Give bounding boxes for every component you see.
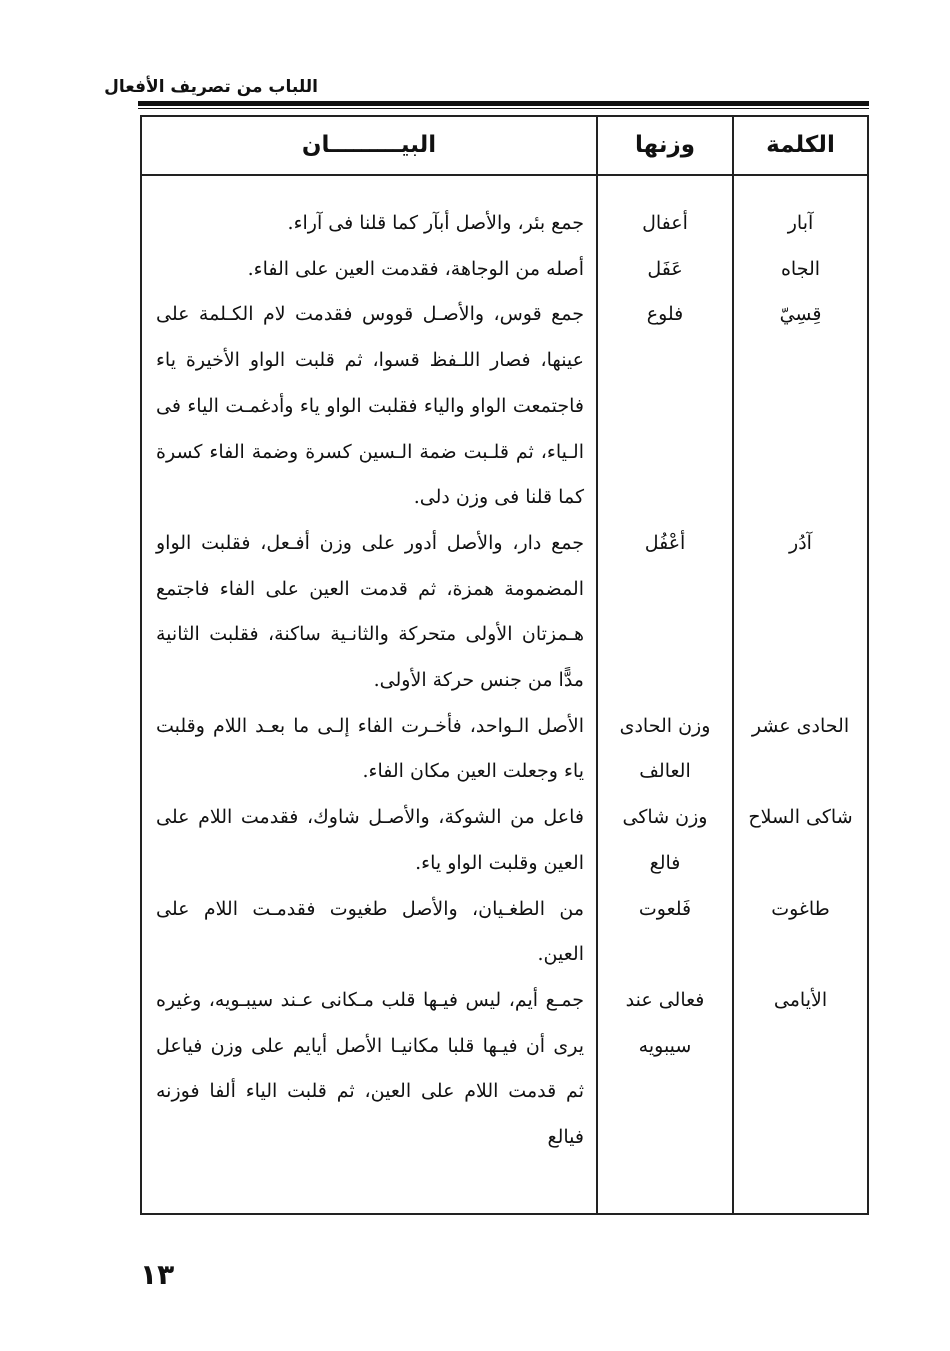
table-row (142, 978, 867, 1161)
header-divider (142, 174, 867, 176)
cell-wazn-line: أعْفُل (644, 531, 686, 554)
cell-wazn (598, 887, 732, 978)
cell-wazn (598, 247, 732, 293)
cell-bayan: جمع بئر، والأصل أبآر كما قلنا فى آراء. (287, 212, 584, 234)
cell-bayan: جمـع أيم، ليس فيـها قلب مـكانى عـند سيبـويه، وغيره يرى أن فيـها قلبا مكانيـا الأصل أيايم على وزن فياعل ثم قدمت اللام على العين، ثم قلبت الياء ألفا فوزنه فيالع (156, 988, 584, 1149)
cell-wazn-line: فالع (649, 851, 681, 874)
header-rule-thick (138, 101, 869, 106)
header-wazn: وزنها (635, 132, 695, 158)
cell-bayan: فاعل من الشوكة، والأصـل شاوك، فقدمت اللام على العين وقلبت الواو ياء. (156, 806, 584, 874)
cell-word: الحادى عشر (751, 714, 850, 737)
cell-bayan: الأصل الـواحد، فأخـرت الفاء إلـى ما بعـد اللام وقلبت ياء وجعلت العين مكان الفاء. (156, 714, 584, 783)
cell-wazn-line: فلوع (646, 303, 684, 326)
morphology-table (140, 115, 869, 1215)
cell-word: شاكى السلاح (748, 806, 853, 829)
table-row (142, 201, 867, 247)
cell-wazn (598, 201, 732, 247)
header-bayan: البيـــــــــان (301, 132, 437, 158)
cell-bayan: من الطغـيان، والأصل طغيوت فقدمـت اللام على العين. (156, 897, 584, 966)
table-row (142, 704, 867, 795)
cell-wazn-line: سيبويه (638, 1034, 692, 1057)
header-rule-thin (138, 108, 869, 109)
cell-wazn (598, 704, 732, 795)
cell-wazn-line: أعفال (642, 212, 688, 234)
header-word: الكلمة (766, 132, 835, 158)
table-row (142, 521, 867, 704)
cell-wazn (598, 795, 732, 886)
running-header-title: اللباب من تصريف الأفعال (104, 77, 318, 97)
cell-bayan: جمع قوس، والأصـل قووس فقدمت لام الكـلمة على عينها، فصار اللـفظ قسوا، ثم قلبت الواو الأخيرة ياء فاجتمعت الواو والياء فقلبت الواو ياء وأدغمـت الياء فى الـياء، ثم قلـبت ضمة الـسين كسرة وضمة الفاء كسرة كما قلنا فى وزن دلى. (156, 303, 584, 509)
cell-word: الجاه (780, 257, 821, 280)
cell-wazn (598, 978, 732, 1161)
cell-wazn-line: عَفَل (647, 257, 683, 280)
table-row (142, 887, 867, 978)
table-body (142, 201, 867, 1161)
cell-word: الأيامى (773, 988, 828, 1011)
cell-word: طاغوت (771, 897, 830, 920)
cell-wazn (598, 292, 732, 521)
cell-wazn-line: فعالى عند (625, 988, 705, 1011)
cell-wazn-line: وزن الحادى (619, 714, 711, 737)
table-row (142, 795, 867, 886)
cell-wazn (598, 521, 732, 704)
cell-wazn-line: وزن شاكى (622, 806, 708, 829)
table-row (142, 247, 867, 293)
cell-bayan: أصله من الوجاهة، فقدمت العين على الفاء. (247, 257, 584, 280)
table-row (142, 292, 867, 521)
cell-word: آبار (787, 212, 814, 234)
cell-word: آدُر (789, 531, 812, 554)
cell-wazn-line: فَلعوت (638, 897, 692, 920)
cell-word: قِسِيّ (779, 303, 822, 326)
cell-wazn-line: العالف (639, 760, 691, 783)
cell-bayan: جمع دار، والأصل أدور على وزن أفـعل، فقلبت الواو المضمومة همزة، ثم قدمت العين على الفاء فاجتمع هـمزتان الأولى متحركة والثانـية ساكنة، فقلبت الثانية مدًّا من جنس حركة الأولى. (156, 531, 584, 692)
page-number: ١٣ (140, 1258, 175, 1291)
